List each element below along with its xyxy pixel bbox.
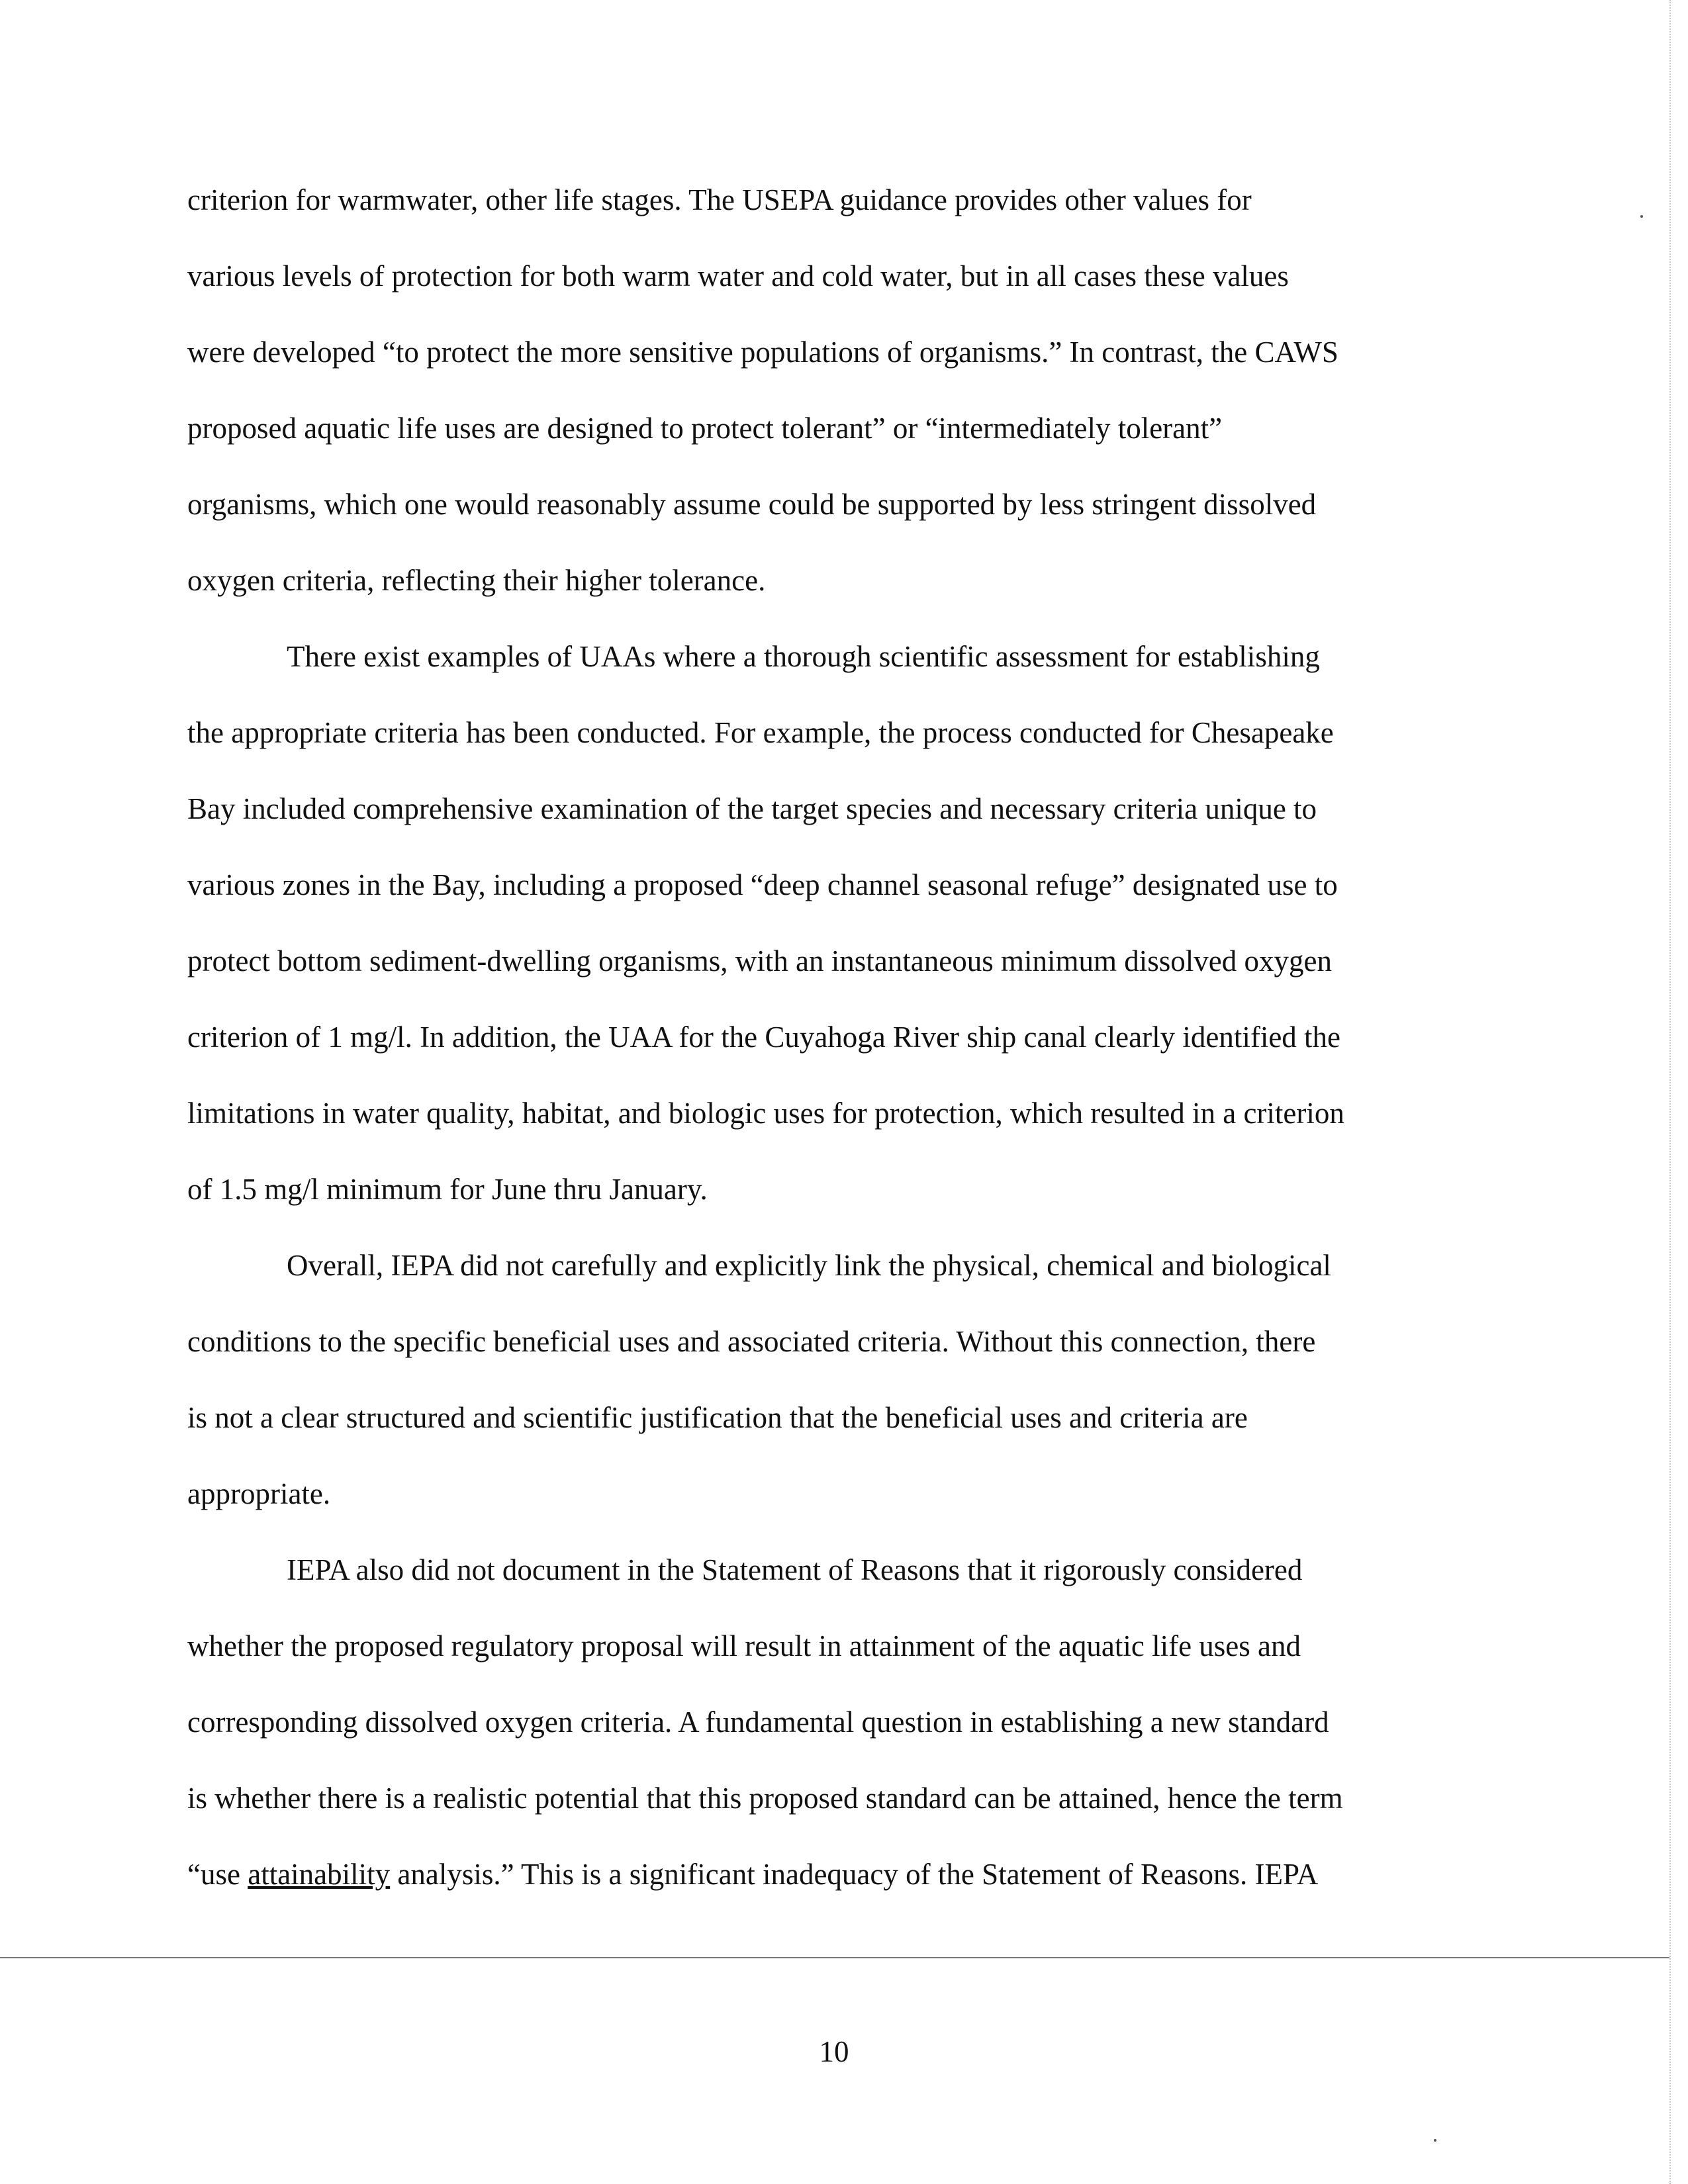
underlined-term: attainability: [248, 1858, 391, 1891]
text-line: [187, 1837, 1485, 1913]
body-text: [187, 162, 1485, 1913]
text-line: protect bottom sediment-dwelling organisms, with an instantaneous minimum dissolved oxygen: [187, 944, 1332, 978]
paragraph-start-line: Overall, IEPA did not carefully and explicitly link the physical, chemical and biological: [287, 1249, 1331, 1282]
text-line: were developed “to protect the more sensitive populations of organisms.” In contrast, the CAWS: [187, 336, 1338, 369]
text-line: whether the proposed regulatory proposal will result in attainment of the aquatic life uses and: [187, 1629, 1301, 1662]
text-line: oxygen criteria, reflecting their higher tolerance.: [187, 564, 766, 597]
text-line: criterion of 1 mg/l. In addition, the UAA for the Cuyahoga River ship canal clearly identified the: [187, 1021, 1341, 1054]
page-edge-scan-artifact: [1669, 0, 1671, 2184]
text-line: limitations in water quality, habitat, and biologic uses for protection, which resulted in a criterion: [187, 1097, 1344, 1130]
text-line: corresponding dissolved oxygen criteria. A fundamental question in establishing a new standard: [187, 1706, 1329, 1739]
text-line: conditions to the specific beneficial uses and associated criteria. Without this connection, there: [187, 1325, 1316, 1358]
text-line: various zones in the Bay, including a proposed “deep channel seasonal refuge” designated use to: [187, 868, 1338, 901]
page-number: 10: [819, 2035, 849, 2068]
paragraph-start-line: IEPA also did not document in the Statement of Reasons that it rigorously considered: [287, 1553, 1303, 1586]
text-line: organisms, which one would reasonably assume could be supported by less stringent dissolved: [187, 488, 1317, 521]
text-line: proposed aquatic life uses are designed to protect tolerant” or “intermediately tolerant”: [187, 412, 1223, 445]
text-line: of 1.5 mg/l minimum for June thru January.: [187, 1173, 708, 1206]
footer-divider: [0, 1957, 1669, 1958]
text-fragment: analysis.” This is a significant inadequacy of the Statement of Reasons. IEPA: [390, 1858, 1319, 1891]
text-line: criterion for warmwater, other life stages. The USEPA guidance provides other values for: [187, 183, 1252, 216]
paragraph-start-line: There exist examples of UAAs where a thorough scientific assessment for establishing: [287, 640, 1320, 673]
scan-speck: [1640, 215, 1643, 218]
text-line: Bay included comprehensive examination of the target species and necessary criteria unique to: [187, 792, 1317, 825]
text-line: various levels of protection for both warm water and cold water, but in all cases these values: [187, 259, 1289, 293]
text-line: appropriate.: [187, 1477, 331, 1510]
text-fragment: “use: [187, 1858, 248, 1891]
scan-speck: [1434, 2139, 1436, 2142]
text-line: is not a clear structured and scientific justification that the beneficial uses and criteria are: [187, 1401, 1248, 1434]
text-line: is whether there is a realistic potential that this proposed standard can be attained, hence the term: [187, 1782, 1343, 1815]
text-line: the appropriate criteria has been conducted. For example, the process conducted for Chesapeake: [187, 716, 1334, 749]
